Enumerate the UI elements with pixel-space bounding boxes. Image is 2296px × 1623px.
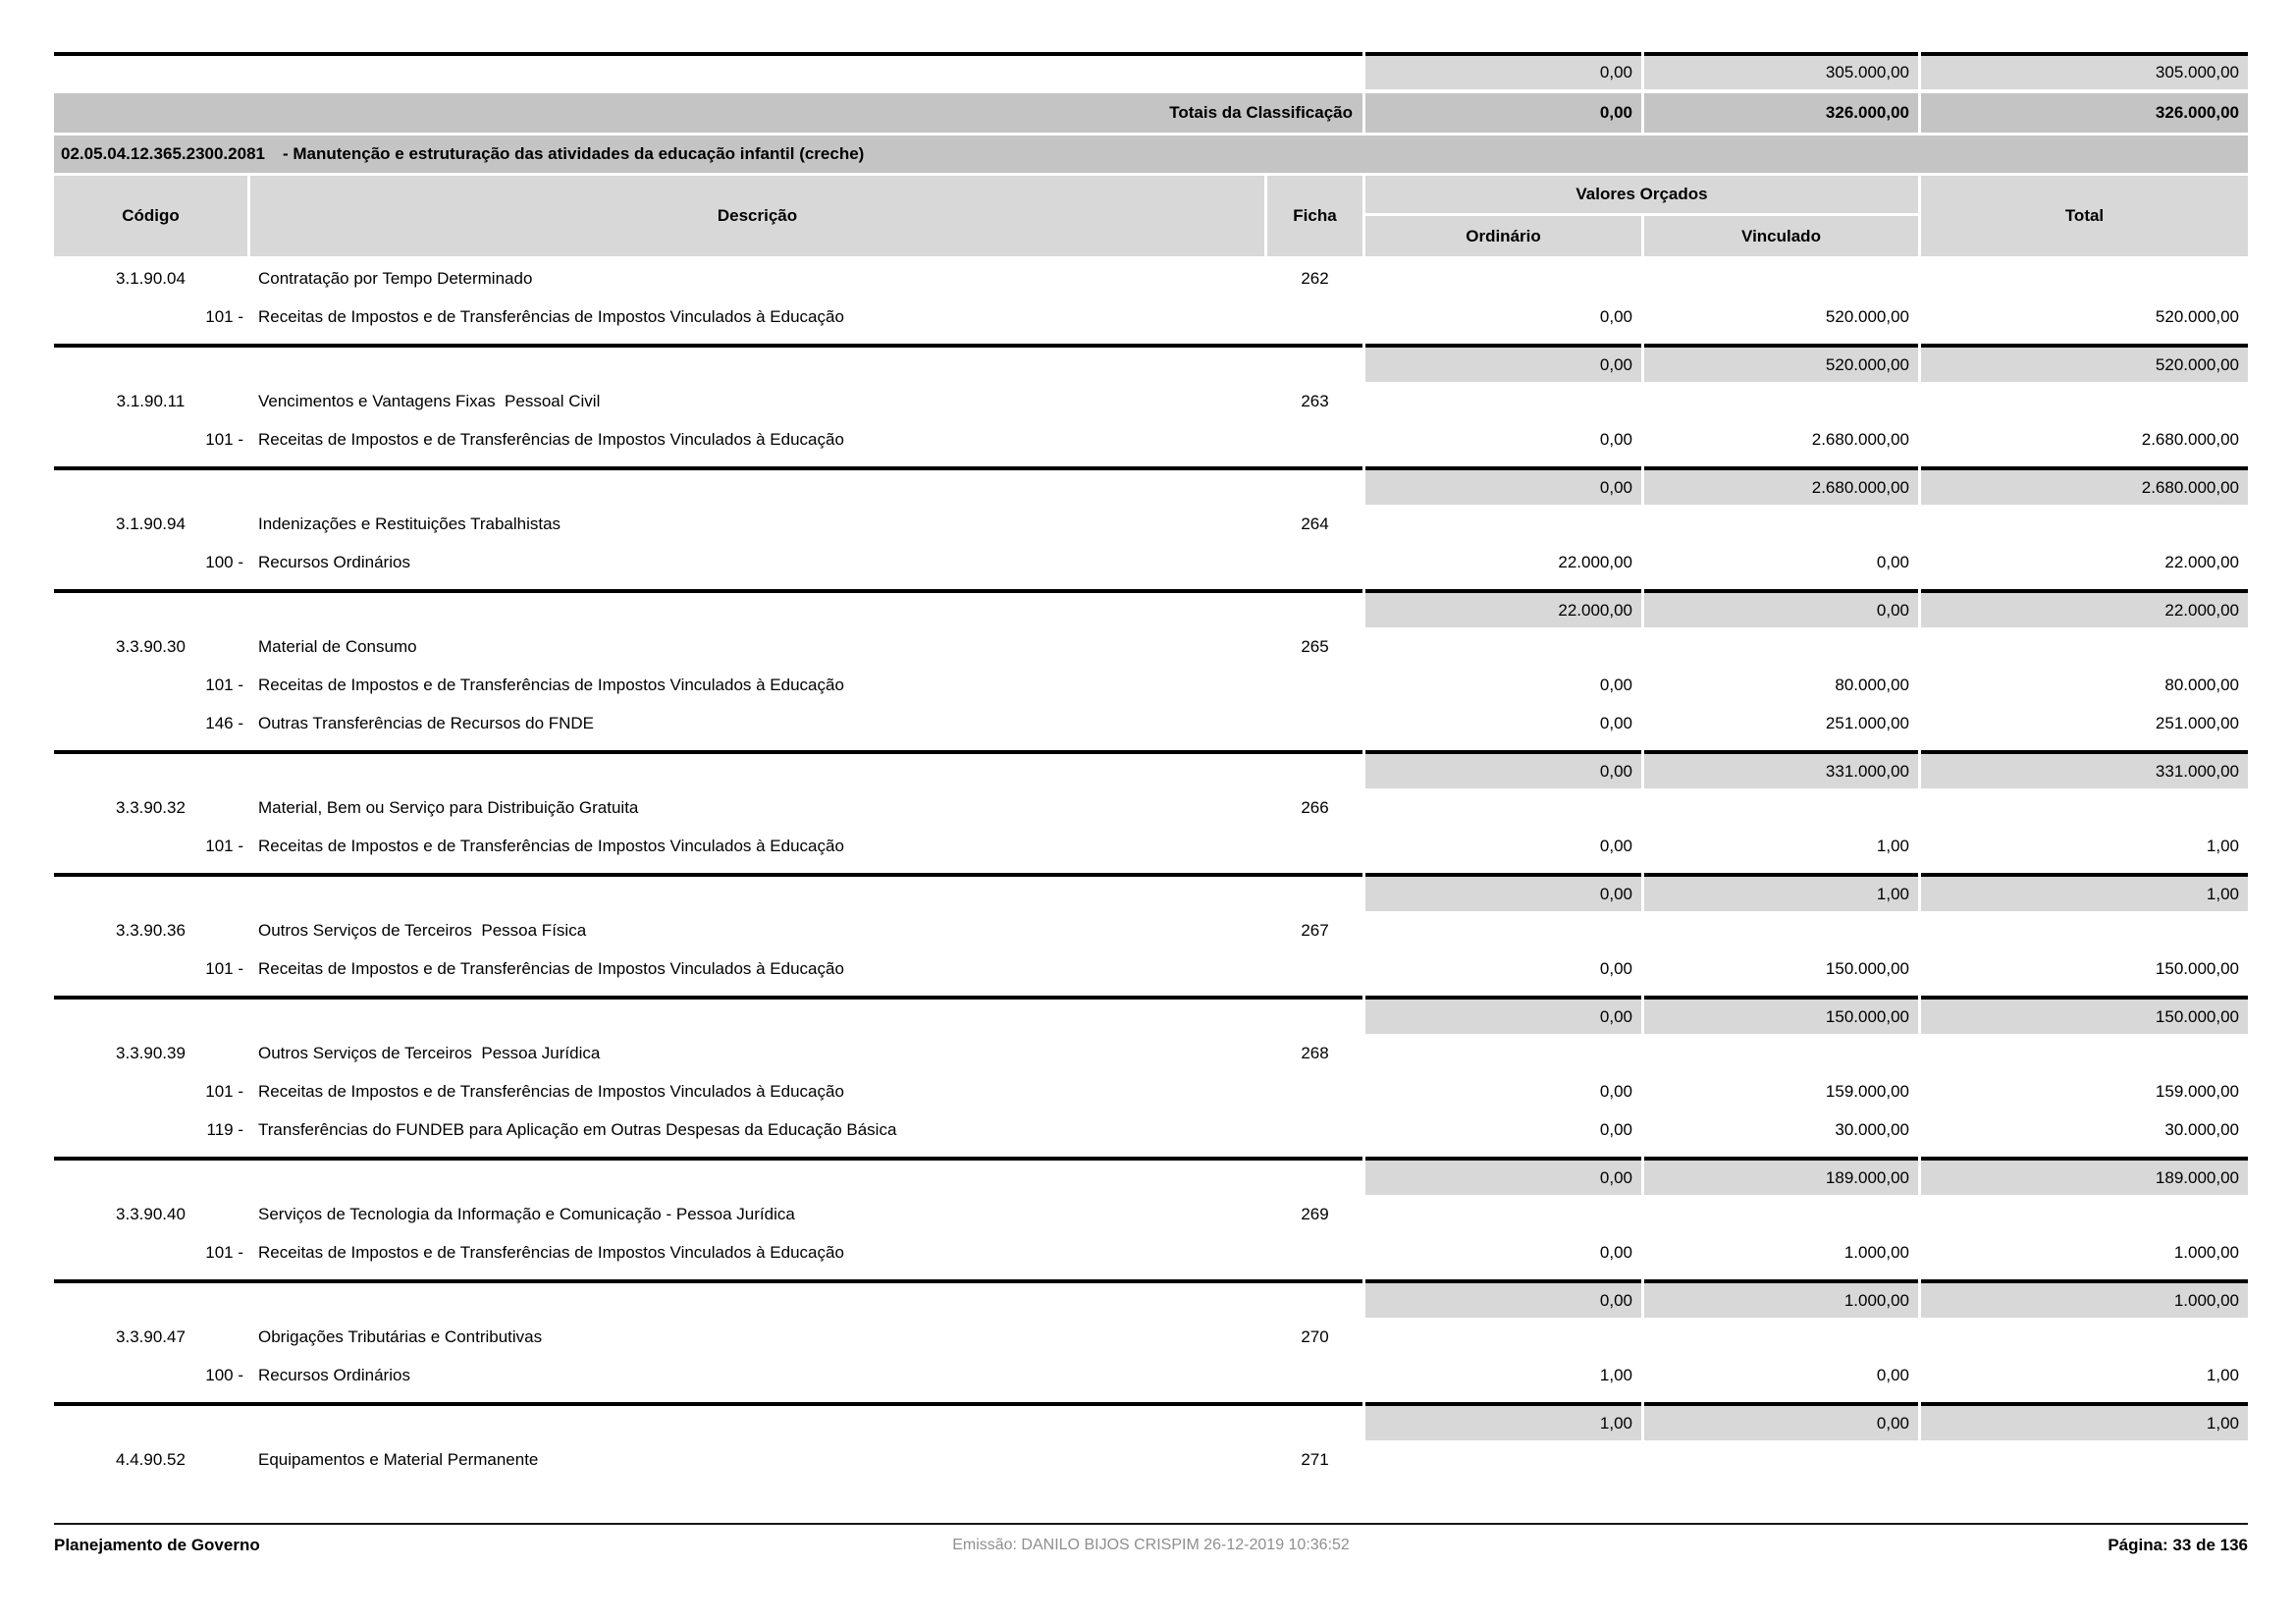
item-ordinario-empty — [1365, 1034, 1641, 1072]
subtotal-ordinario: 0,00 — [1365, 873, 1641, 911]
item-vinculado-empty — [1644, 1195, 1918, 1233]
budget-item-row — [54, 1440, 2248, 1479]
item-total-empty — [1921, 382, 2248, 420]
source-description: Receitas de Impostos e de Transferências de Impostos Vinculados à Educação — [258, 958, 844, 978]
funding-sources — [54, 1072, 2248, 1149]
funding-sources — [54, 949, 2248, 988]
source-ficha-empty — [1267, 949, 1362, 988]
header-valores-orcados-group — [1365, 176, 1918, 256]
subtotal-ordinario: 0,00 — [1365, 996, 1641, 1034]
budget-item-row — [54, 1195, 2248, 1233]
funding-sources — [54, 1356, 2248, 1394]
source-ficha-empty — [1267, 420, 1362, 459]
source-vinculado: 159.000,00 — [1825, 1081, 1909, 1101]
source-vinculado: 2.680.000,00 — [1811, 429, 1909, 449]
subtotal-vinculado: 150.000,00 — [1644, 996, 1918, 1034]
source-ficha-empty — [1267, 1072, 1362, 1110]
source-description: Receitas de Impostos e de Transferências de Impostos Vinculados à Educação — [258, 429, 844, 449]
source-description: Receitas de Impostos e de Transferências de Impostos Vinculados à Educação — [258, 675, 844, 694]
source-description: Receitas de Impostos e de Transferências de Impostos Vinculados à Educação — [258, 1242, 844, 1262]
budget-item-row — [54, 1318, 2248, 1356]
source-code: 101 - — [205, 1081, 243, 1101]
item-vinculado-empty — [1644, 382, 1918, 420]
item-total-empty — [1921, 1318, 2248, 1356]
source-code: 101 - — [205, 306, 243, 326]
budget-item-row — [54, 627, 2248, 666]
item-total-empty — [1921, 911, 2248, 949]
item-vinculado-empty — [1644, 627, 1918, 666]
header-total: Total — [1921, 176, 2248, 256]
item-ficha: 270 — [1301, 1326, 1329, 1346]
item-total-empty — [1921, 1034, 2248, 1072]
budget-item-row — [54, 788, 2248, 827]
item-ordinario-empty — [1365, 505, 1641, 543]
funding-source-row — [54, 1233, 2248, 1271]
source-vinculado: 0,00 — [1876, 1365, 1909, 1384]
funding-sources — [54, 827, 2248, 865]
subtotal-row — [54, 1279, 2248, 1318]
item-code: 3.3.90.40 — [116, 1204, 186, 1223]
source-code: 101 - — [205, 958, 243, 978]
subtotal-ordinario: 1,00 — [1365, 1402, 1641, 1440]
item-ordinario-empty — [1365, 911, 1641, 949]
source-code: 119 - — [206, 1119, 243, 1139]
item-code: 3.1.90.11 — [116, 391, 186, 410]
source-ordinario: 0,00 — [1599, 306, 1632, 326]
item-description: Equipamentos e Material Permanente — [258, 1449, 539, 1469]
item-description: Outros Serviços de Terceiros Pessoa Jurídica — [258, 1043, 601, 1062]
subtotal-ordinario: 0,00 — [1365, 344, 1641, 382]
item-description: Material, Bem ou Serviço para Distribuição Gratuita — [258, 797, 639, 817]
source-ordinario: 0,00 — [1599, 1242, 1632, 1262]
item-vinculado-empty — [1644, 259, 1918, 298]
source-vinculado: 520.000,00 — [1825, 306, 1909, 326]
classification-header-bar — [54, 135, 2248, 173]
funding-sources — [54, 543, 2248, 581]
source-ordinario: 0,00 — [1599, 1119, 1632, 1139]
item-code: 3.1.90.94 — [116, 514, 186, 533]
subtotal-vinculado: 520.000,00 — [1644, 344, 1918, 382]
subtotal-row — [54, 750, 2248, 788]
classification-totals-row — [54, 93, 2248, 133]
budget-group — [54, 259, 2248, 382]
source-description: Receitas de Impostos e de Transferências de Impostos Vinculados à Educação — [258, 836, 844, 855]
funding-sources — [54, 298, 2248, 336]
subtotal-row — [54, 1157, 2248, 1195]
item-description: Material de Consumo — [258, 636, 417, 656]
item-total-empty — [1921, 1440, 2248, 1479]
subtotal-ordinario: 0,00 — [1365, 466, 1641, 505]
subtotal-ordinario: 0,00 — [1365, 1279, 1641, 1318]
source-ficha-empty — [1267, 704, 1362, 742]
source-ficha-empty — [1267, 666, 1362, 704]
item-description: Obrigações Tributárias e Contributivas — [258, 1326, 543, 1346]
source-total: 80.000,00 — [2164, 675, 2239, 694]
source-total: 251.000,00 — [2155, 713, 2239, 732]
funding-sources — [54, 666, 2248, 742]
source-vinculado: 0,00 — [1876, 552, 1909, 571]
item-total-empty — [1921, 788, 2248, 827]
funding-source-row — [54, 1110, 2248, 1149]
subtotal-total: 1.000,00 — [1921, 1279, 2248, 1318]
subtotal-row — [54, 996, 2248, 1034]
subtotal-total: 150.000,00 — [1921, 996, 2248, 1034]
budget-group — [54, 788, 2248, 911]
budget-group — [54, 505, 2248, 627]
source-ficha-empty — [1267, 1356, 1362, 1394]
source-ordinario: 0,00 — [1599, 713, 1632, 732]
item-total-empty — [1921, 1195, 2248, 1233]
item-ordinario-empty — [1365, 1195, 1641, 1233]
source-total: 1,00 — [2206, 836, 2239, 855]
source-total: 2.680.000,00 — [2141, 429, 2239, 449]
item-ficha: 268 — [1301, 1043, 1329, 1062]
item-ficha: 266 — [1301, 797, 1329, 817]
budget-report — [54, 52, 2248, 1479]
source-vinculado: 30.000,00 — [1835, 1119, 1909, 1139]
source-ficha-empty — [1267, 1110, 1362, 1149]
subtotal-total: 1,00 — [1921, 1402, 2248, 1440]
source-code: 101 - — [205, 1242, 243, 1262]
source-vinculado: 1,00 — [1876, 836, 1909, 855]
subtotal-spacer — [54, 750, 1362, 788]
item-vinculado-empty — [1644, 911, 1918, 949]
item-code: 3.1.90.04 — [116, 268, 186, 288]
classification-totals-total: 326.000,00 — [1921, 93, 2248, 133]
source-total: 30.000,00 — [2164, 1119, 2239, 1139]
item-ordinario-empty — [1365, 788, 1641, 827]
carryover-spacer — [54, 52, 1362, 89]
source-code: 146 - — [205, 713, 243, 732]
item-vinculado-empty — [1644, 1440, 1918, 1479]
item-ordinario-empty — [1365, 382, 1641, 420]
header-descricao: Descrição — [250, 176, 1264, 256]
budget-item-row — [54, 1034, 2248, 1072]
source-ficha-empty — [1267, 298, 1362, 336]
funding-source-row — [54, 949, 2248, 988]
source-code: 101 - — [205, 675, 243, 694]
subtotal-row — [54, 873, 2248, 911]
funding-sources — [54, 1233, 2248, 1271]
footer-emission-info: Emissão: DANILO BIJOS CRISPIM 26-12-2019 10:36:52 — [952, 1537, 1350, 1553]
source-ordinario: 0,00 — [1599, 675, 1632, 694]
funding-source-row — [54, 666, 2248, 704]
subtotal-vinculado: 1.000,00 — [1644, 1279, 1918, 1318]
source-code: 100 - — [205, 1365, 243, 1384]
subtotal-ordinario: 22.000,00 — [1365, 589, 1641, 627]
source-description: Recursos Ordinários — [258, 552, 410, 571]
footer-divider — [54, 1523, 2248, 1525]
footer-report-name: Planejamento de Governo — [54, 1536, 260, 1554]
source-description: Receitas de Impostos e de Transferências de Impostos Vinculados à Educação — [258, 1081, 844, 1101]
subtotal-spacer — [54, 1402, 1362, 1440]
item-ficha: 265 — [1301, 636, 1329, 656]
classification-code: 02.05.04.12.365.2300.2081 — [61, 144, 265, 163]
carryover-ordinario: 0,00 — [1365, 52, 1641, 89]
funding-sources — [54, 420, 2248, 459]
subtotal-ordinario: 0,00 — [1365, 750, 1641, 788]
source-description: Recursos Ordinários — [258, 1365, 410, 1384]
item-total-empty — [1921, 259, 2248, 298]
item-ficha: 263 — [1301, 391, 1329, 410]
item-code: 3.3.90.39 — [116, 1043, 186, 1062]
subtotal-row — [54, 1402, 2248, 1440]
subtotal-spacer — [54, 589, 1362, 627]
subtotal-total: 331.000,00 — [1921, 750, 2248, 788]
subtotal-spacer — [54, 344, 1362, 382]
subtotal-spacer — [54, 466, 1362, 505]
header-valores-orcados: Valores Orçados — [1365, 176, 1918, 213]
subtotal-row — [54, 589, 2248, 627]
item-ficha: 269 — [1301, 1204, 1329, 1223]
subtotal-spacer — [54, 996, 1362, 1034]
source-vinculado: 251.000,00 — [1825, 713, 1909, 732]
item-ordinario-empty — [1365, 1318, 1641, 1356]
header-vinculado: Vinculado — [1644, 216, 1918, 256]
item-total-empty — [1921, 627, 2248, 666]
classification-title: - Manutenção e estruturação das atividades da educação infantil (creche) — [282, 144, 865, 163]
source-ordinario: 0,00 — [1599, 1081, 1632, 1101]
subtotal-total: 2.680.000,00 — [1921, 466, 2248, 505]
budget-groups — [54, 259, 2248, 1479]
header-ordinario: Ordinário — [1365, 216, 1641, 256]
item-code: 4.4.90.52 — [116, 1449, 186, 1469]
source-description: Receitas de Impostos e de Transferências de Impostos Vinculados à Educação — [258, 306, 844, 326]
item-ficha: 267 — [1301, 920, 1329, 940]
source-ficha-empty — [1267, 827, 1362, 865]
source-vinculado: 80.000,00 — [1835, 675, 1909, 694]
source-code: 101 - — [205, 429, 243, 449]
item-code: 3.3.90.30 — [116, 636, 186, 656]
subtotal-vinculado: 1,00 — [1644, 873, 1918, 911]
funding-source-row — [54, 827, 2248, 865]
source-vinculado: 150.000,00 — [1825, 958, 1909, 978]
subtotal-spacer — [54, 1279, 1362, 1318]
classification-totals-vinculado: 326.000,00 — [1644, 93, 1918, 133]
source-code: 101 - — [205, 836, 243, 855]
item-total-empty — [1921, 505, 2248, 543]
carryover-subtotal-row — [54, 52, 2248, 89]
header-ficha: Ficha — [1267, 176, 1362, 256]
item-vinculado-empty — [1644, 1034, 1918, 1072]
carryover-vinculado: 305.000,00 — [1644, 52, 1918, 89]
item-ordinario-empty — [1365, 627, 1641, 666]
footer-page-number: Página: 33 de 136 — [2108, 1536, 2248, 1554]
funding-source-row — [54, 543, 2248, 581]
subtotal-vinculado: 189.000,00 — [1644, 1157, 1918, 1195]
budget-group — [54, 382, 2248, 505]
funding-source-row — [54, 704, 2248, 742]
table-header — [54, 176, 2248, 256]
item-description: Serviços de Tecnologia da Informação e Comunicação - Pessoa Jurídica — [258, 1204, 795, 1223]
item-vinculado-empty — [1644, 788, 1918, 827]
budget-group — [54, 1318, 2248, 1440]
source-ficha-empty — [1267, 543, 1362, 581]
source-ordinario: 0,00 — [1599, 836, 1632, 855]
funding-source-row — [54, 1356, 2248, 1394]
source-code: 100 - — [205, 552, 243, 571]
item-ficha: 262 — [1301, 268, 1329, 288]
item-description: Indenizações e Restituições Trabalhistas — [258, 514, 561, 533]
source-vinculado: 1.000,00 — [1843, 1242, 1909, 1262]
item-ficha: 264 — [1301, 514, 1329, 533]
subtotal-row — [54, 466, 2248, 505]
budget-group — [54, 911, 2248, 1034]
source-ficha-empty — [1267, 1233, 1362, 1271]
page-footer — [54, 1532, 2248, 1559]
subtotal-total: 22.000,00 — [1921, 589, 2248, 627]
subtotal-vinculado: 331.000,00 — [1644, 750, 1918, 788]
subtotal-spacer — [54, 1157, 1362, 1195]
subtotal-vinculado: 2.680.000,00 — [1644, 466, 1918, 505]
funding-source-row — [54, 1072, 2248, 1110]
item-description: Contratação por Tempo Determinado — [258, 268, 533, 288]
budget-item-row — [54, 911, 2248, 949]
header-codigo: Código — [54, 176, 247, 256]
source-total: 159.000,00 — [2155, 1081, 2239, 1101]
source-description: Transferências do FUNDEB para Aplicação em Outras Despesas da Educação Básica — [258, 1119, 897, 1139]
funding-source-row — [54, 298, 2248, 336]
source-total: 22.000,00 — [2164, 552, 2239, 571]
classification-totals-label: Totais da Classificação — [54, 93, 1362, 133]
source-total: 150.000,00 — [2155, 958, 2239, 978]
item-ordinario-empty — [1365, 1440, 1641, 1479]
carryover-total: 305.000,00 — [1921, 52, 2248, 89]
budget-group — [54, 1195, 2248, 1318]
subtotal-row — [54, 344, 2248, 382]
item-vinculado-empty — [1644, 1318, 1918, 1356]
subtotal-spacer — [54, 873, 1362, 911]
budget-item-row — [54, 382, 2248, 420]
item-vinculado-empty — [1644, 505, 1918, 543]
funding-source-row — [54, 420, 2248, 459]
budget-group — [54, 627, 2248, 788]
budget-group — [54, 1034, 2248, 1195]
source-total: 1.000,00 — [2173, 1242, 2239, 1262]
subtotal-total: 1,00 — [1921, 873, 2248, 911]
item-code: 3.3.90.32 — [116, 797, 186, 817]
subtotal-total: 189.000,00 — [1921, 1157, 2248, 1195]
subtotal-vinculado: 0,00 — [1644, 1402, 1918, 1440]
item-ordinario-empty — [1365, 259, 1641, 298]
source-ordinario: 0,00 — [1599, 958, 1632, 978]
source-total: 520.000,00 — [2155, 306, 2239, 326]
source-description: Outras Transferências de Recursos do FNDE — [258, 713, 595, 732]
budget-item-row — [54, 259, 2248, 298]
subtotal-ordinario: 0,00 — [1365, 1157, 1641, 1195]
source-ordinario: 0,00 — [1599, 429, 1632, 449]
item-description: Vencimentos e Vantagens Fixas Pessoal Civil — [258, 391, 601, 410]
source-ordinario: 1,00 — [1599, 1365, 1632, 1384]
budget-group — [54, 1440, 2248, 1479]
item-description: Outros Serviços de Terceiros Pessoa Física — [258, 920, 587, 940]
subtotal-total: 520.000,00 — [1921, 344, 2248, 382]
classification-totals-ordinario: 0,00 — [1365, 93, 1641, 133]
item-code: 3.3.90.36 — [116, 920, 186, 940]
subtotal-vinculado: 0,00 — [1644, 589, 1918, 627]
budget-item-row — [54, 505, 2248, 543]
source-ordinario: 22.000,00 — [1558, 552, 1632, 571]
source-total: 1,00 — [2206, 1365, 2239, 1384]
item-code: 3.3.90.47 — [116, 1326, 186, 1346]
item-ficha: 271 — [1301, 1449, 1329, 1469]
